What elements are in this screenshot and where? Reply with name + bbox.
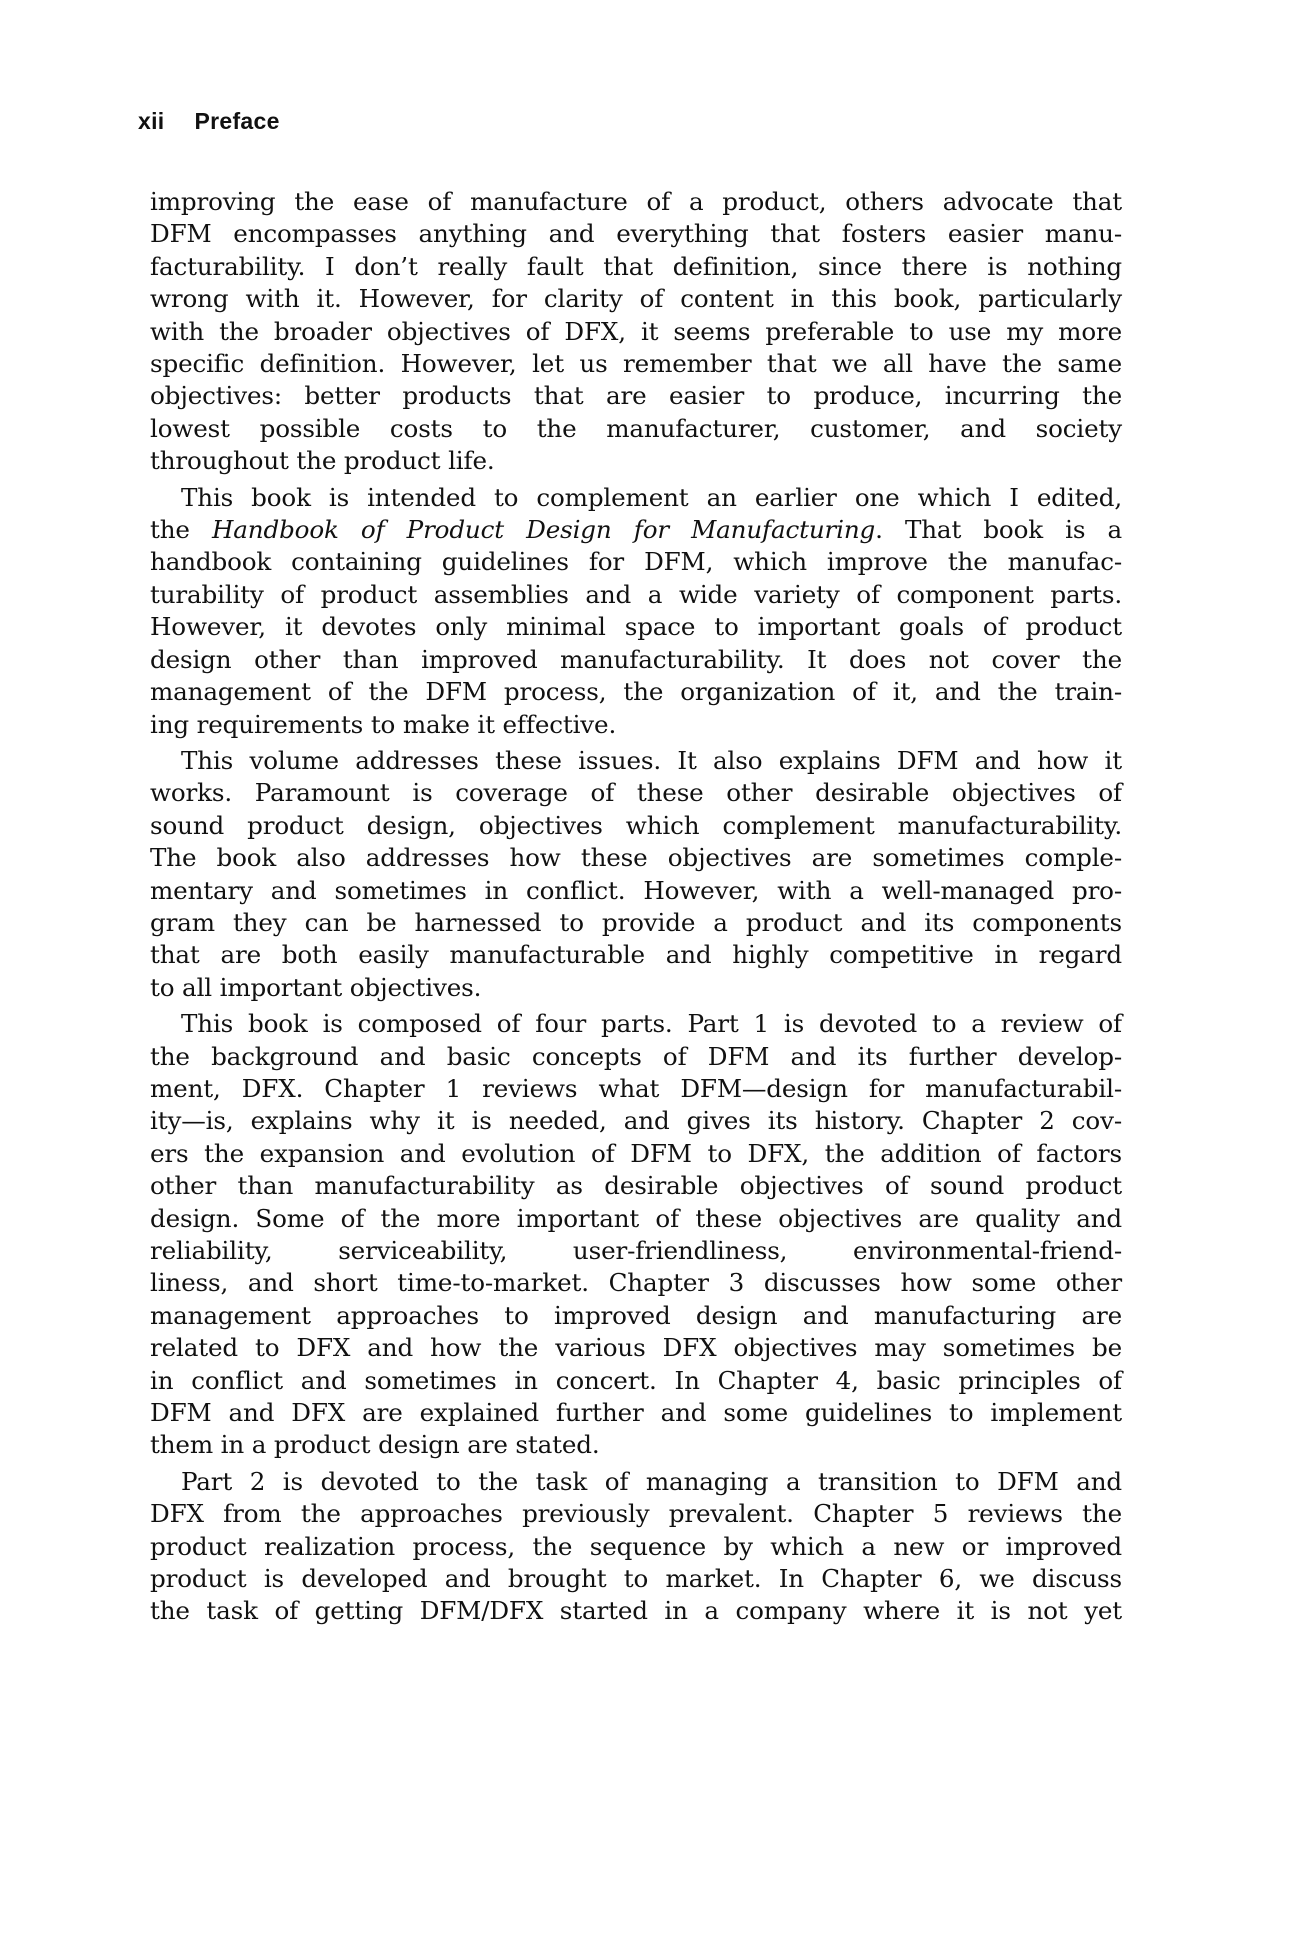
- paragraph: [150, 745, 1122, 1004]
- paragraph: [150, 1008, 1122, 1462]
- running-header: [138, 108, 280, 135]
- text-line: ity—is, explains why it is needed, and gives its history. Chapter 2 cov-: [150, 1106, 1122, 1136]
- text-line: turability of product assemblies and a wide variety of component parts.: [150, 579, 1122, 609]
- running-title: Preface: [194, 108, 280, 134]
- text-line: with the broader objectives of DFX, it seems preferable to use my more: [150, 316, 1122, 346]
- text-line: wrong with it. However, for clarity of content in this book, particularly: [150, 284, 1122, 314]
- text-line: ment, DFX. Chapter 1 reviews what DFM—design for manufacturabil-: [150, 1073, 1122, 1103]
- paragraph: [150, 1466, 1122, 1628]
- text-line: design. Some of the more important of these objectives are quality and: [150, 1203, 1122, 1233]
- text-line: DFM and DFX are explained further and some guidelines to implement: [150, 1398, 1122, 1428]
- text-line: This volume addresses these issues. It also explains DFM and how it: [181, 745, 1122, 775]
- text-line: objectives: better products that are easier to produce, incurring the: [150, 381, 1122, 411]
- text-line: management approaches to improved design and manufacturing are: [150, 1300, 1122, 1330]
- text-line: product is developed and brought to market. In Chapter 6, we discuss: [150, 1564, 1122, 1594]
- paragraph: [150, 186, 1122, 478]
- text-line: that are both easily manufacturable and highly competitive in regard: [150, 940, 1122, 970]
- text-line: works. Paramount is coverage of these other desirable objectives of: [150, 778, 1122, 808]
- text-line: other than manufacturability as desirable objectives of sound product: [150, 1171, 1122, 1201]
- text-line: ers the expansion and evolution of DFM to DFX, the addition of factors: [150, 1138, 1122, 1168]
- text-line: facturability. I don’t really fault that definition, since there is nothing: [150, 251, 1122, 281]
- text-line: related to DFX and how the various DFX objectives may sometimes be: [150, 1333, 1122, 1363]
- text-line: in conflict and sometimes in concert. In Chapter 4, basic principles of: [150, 1365, 1122, 1395]
- text-line: the background and basic concepts of DFM and its further develop-: [150, 1041, 1122, 1071]
- text-line: management of the DFM process, the organization of it, and the train-: [150, 677, 1122, 707]
- text-line: product realization process, the sequence by which a new or improved: [150, 1531, 1122, 1561]
- text-line: This book is composed of four parts. Part 1 is devoted to a review of: [181, 1009, 1122, 1039]
- text-line: Part 2 is devoted to the task of managing a transition to DFM and: [181, 1466, 1122, 1496]
- text-line: handbook containing guidelines for DFM, which improve the manufac-: [150, 547, 1122, 577]
- text-line: the task of getting DFM/DFX started in a company where it is not yet: [150, 1596, 1122, 1626]
- text-line: This book is intended to complement an earlier one which I edited,: [181, 482, 1122, 512]
- text-line: mentary and sometimes in conflict. However, with a well-managed pro-: [150, 875, 1122, 905]
- text-line: them in a product design are stated.: [150, 1430, 600, 1460]
- text-line: However, it devotes only minimal space to important goals of product: [150, 612, 1122, 642]
- text-line: DFX from the approaches previously prevalent. Chapter 5 reviews the: [150, 1499, 1122, 1529]
- text-line: ing requirements to make it effective.: [150, 709, 617, 739]
- preface-body: [150, 186, 1122, 1632]
- text-line: The book also addresses how these objectives are sometimes comple-: [150, 843, 1122, 873]
- text-line: improving the ease of manufacture of a product, others advocate that: [150, 187, 1122, 216]
- text-line: DFM encompasses anything and everything that fosters easier manu-: [150, 219, 1122, 249]
- text-line: gram they can be harnessed to provide a product and its components: [150, 907, 1122, 937]
- text-line: design other than improved manufacturability. It does not cover the: [150, 644, 1122, 674]
- text-line: sound product design, objectives which complement manufacturability.: [150, 810, 1122, 840]
- text-line: liness, and short time-to-market. Chapter 3 discusses how some other: [150, 1268, 1122, 1298]
- text-line: specific definition. However, let us remember that we all have the same: [150, 349, 1122, 379]
- book-title: Handbook of Product Design for Manufacturing: [212, 515, 876, 545]
- text-line: lowest possible costs to the manufacturer, customer, and society: [150, 413, 1122, 443]
- paragraph: [150, 482, 1122, 741]
- page-number: xii: [138, 108, 165, 134]
- text-line: to all important objectives.: [150, 972, 482, 1002]
- text-line: the Handbook of Product Design for Manufacturing. That book is a: [150, 515, 1123, 545]
- text-line: reliability, serviceability, user-friendliness, environmental-friend-: [150, 1236, 1122, 1265]
- text-line: throughout the product life.: [150, 446, 495, 476]
